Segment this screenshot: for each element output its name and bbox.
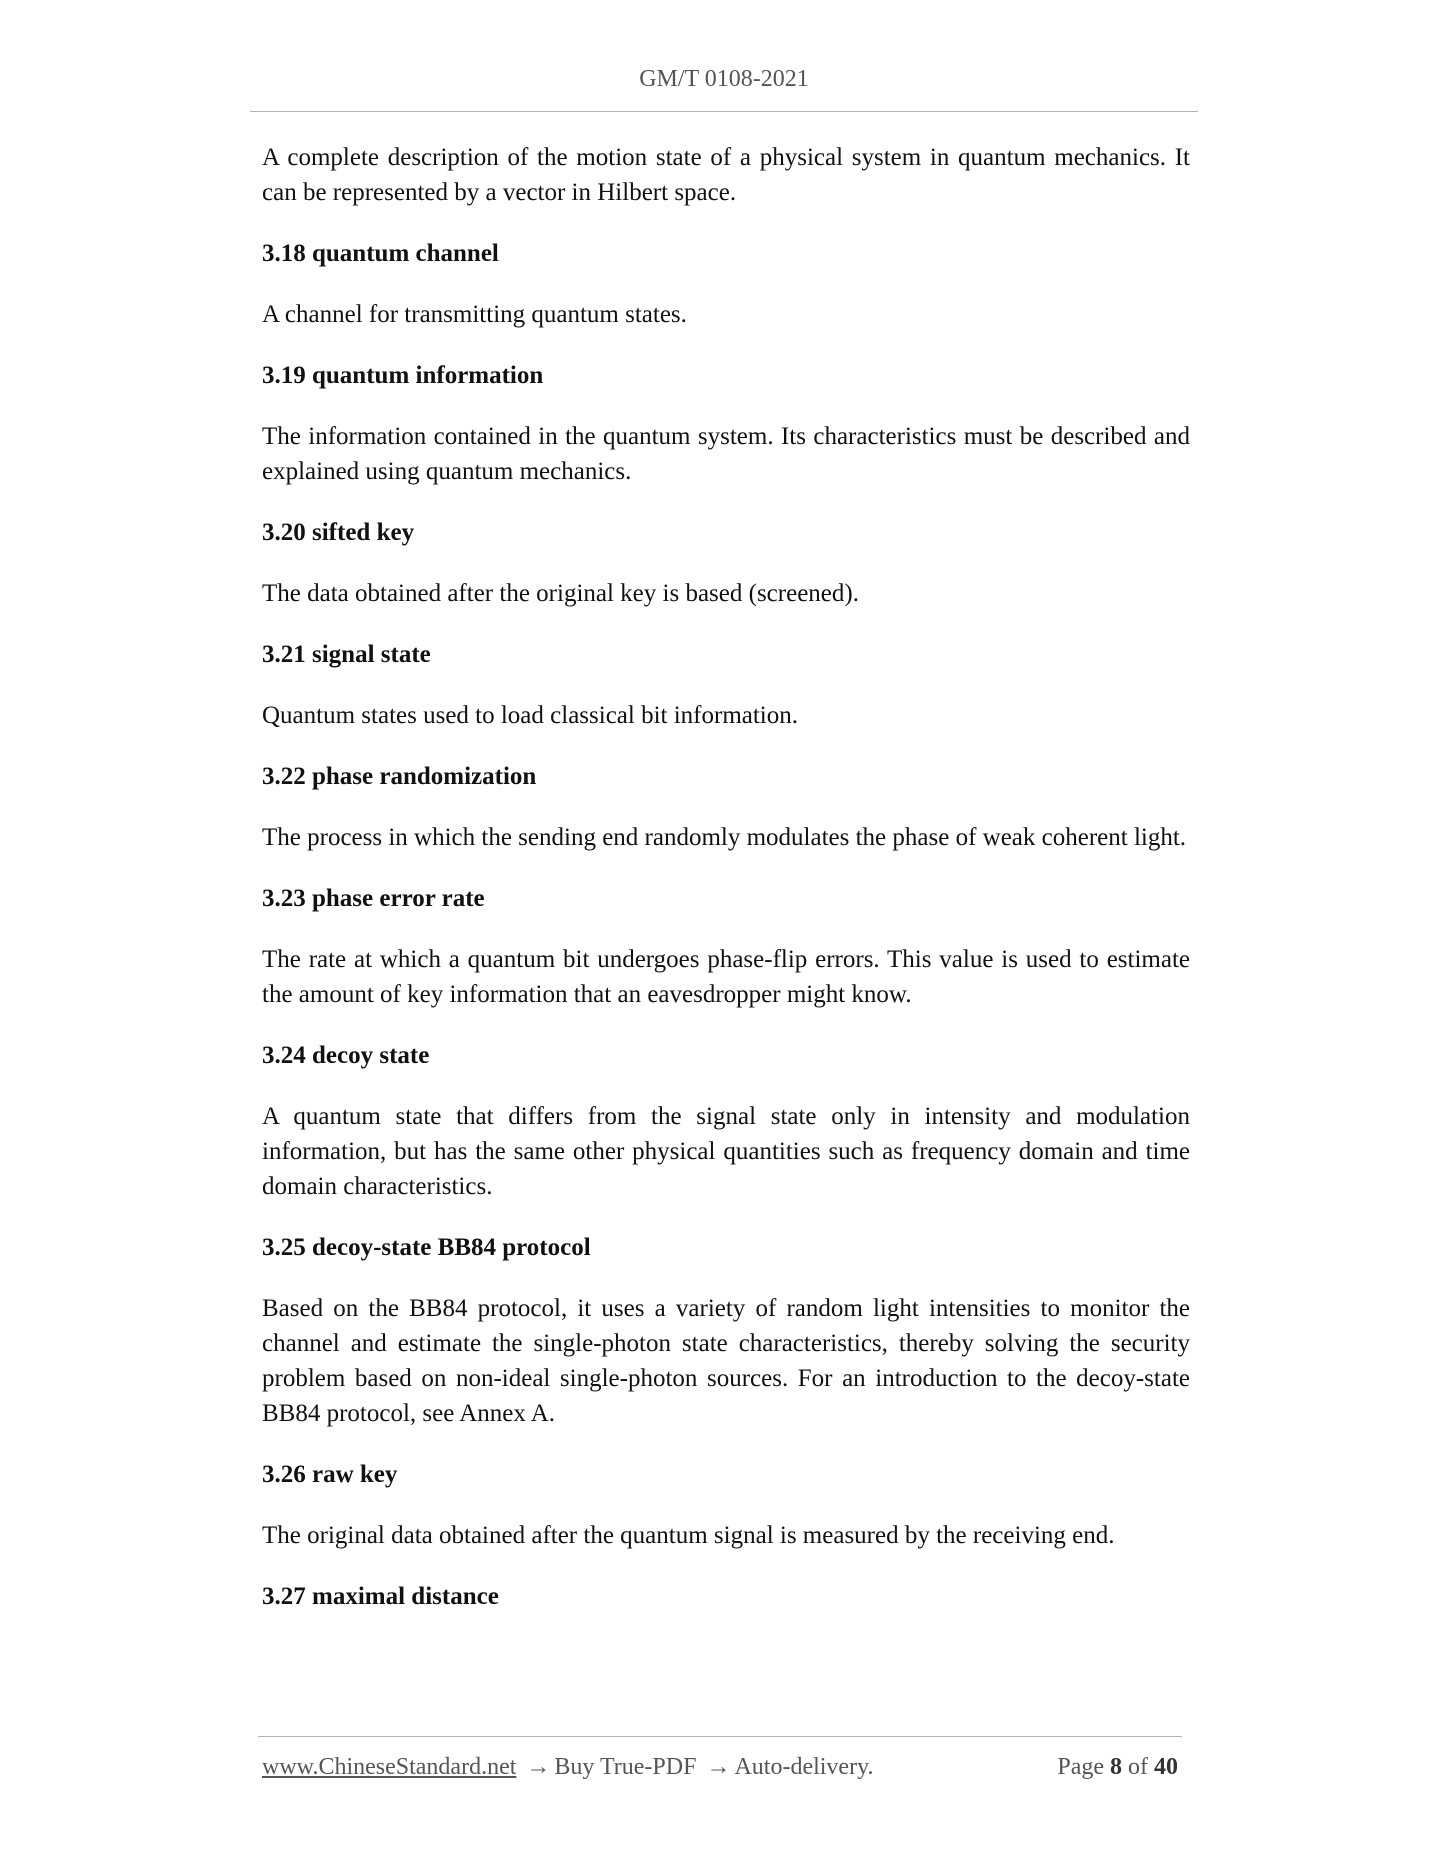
footer-divider: [258, 1736, 1182, 1737]
term-heading-3-27: 3.27 maximal distance: [262, 1583, 499, 1610]
term-definition-3-21: Quantum states used to load classical bit information.: [262, 702, 798, 729]
chinesestandard-link[interactable]: www.ChineseStandard.net: [262, 1754, 517, 1780]
term-definition-3-20: The data obtained after the original key is based (screened).: [262, 580, 859, 607]
footer-promo: [262, 1754, 874, 1781]
term-definition-3-23: The rate at which a quantum bit undergoes phase-flip errors. This value is used to estimate the amount of key information that an eavesdropper might know.: [262, 946, 1190, 1008]
intro-paragraph: A complete description of the motion state of a physical system in quantum mechanics. It can be represented by a vector in Hilbert space.: [262, 144, 1190, 206]
auto-delivery-text: Auto-delivery.: [734, 1754, 874, 1780]
buy-true-pdf-text: Buy True-PDF: [554, 1754, 697, 1780]
arrow-right-icon: →: [706, 1754, 731, 1780]
term-heading-3-24: 3.24 decoy state: [262, 1042, 430, 1069]
term-heading-3-18: 3.18 quantum channel: [262, 240, 499, 267]
term-definition-3-18: A channel for transmitting quantum states.: [262, 301, 687, 328]
term-heading-3-26: 3.26 raw key: [262, 1461, 398, 1488]
term-heading-3-19: 3.19 quantum information: [262, 362, 544, 389]
term-definition-3-19: The information contained in the quantum system. Its characteristics must be described and explained using quantum mechanics.: [262, 423, 1190, 485]
of-label: of: [1128, 1754, 1148, 1780]
page-indicator: [1057, 1754, 1178, 1781]
term-heading-3-21: 3.21 signal state: [262, 641, 431, 668]
document-code-header: GM/T 0108-2021: [639, 66, 809, 92]
term-definition-3-25: Based on the BB84 protocol, it uses a variety of random light intensities to monitor the channel and estimate the single-photon state characteristics, thereby solving the security problem based on non-ideal single-photon sources. For an introduction to the decoy-state BB84 protocol, see Annex A.: [262, 1295, 1190, 1427]
term-definition-3-24: A quantum state that differs from the signal state only in intensity and modulation information, but has the same other physical quantities such as frequency domain and time domain characteristics.: [262, 1103, 1190, 1200]
term-heading-3-23: 3.23 phase error rate: [262, 885, 485, 912]
term-definition-3-22: The process in which the sending end randomly modulates the phase of weak coherent light.: [262, 824, 1187, 851]
header-divider: [250, 111, 1198, 112]
document-body: [262, 140, 1190, 1640]
page-number: 8: [1110, 1754, 1122, 1780]
page-label: Page: [1057, 1754, 1104, 1780]
arrow-right-icon: →: [526, 1754, 551, 1780]
page-total: 40: [1154, 1754, 1178, 1780]
term-heading-3-20: 3.20 sifted key: [262, 519, 415, 546]
term-definition-3-26: The original data obtained after the quantum signal is measured by the receiving end.: [262, 1522, 1115, 1549]
term-heading-3-22: 3.22 phase randomization: [262, 763, 537, 790]
term-heading-3-25: 3.25 decoy-state BB84 protocol: [262, 1234, 591, 1261]
